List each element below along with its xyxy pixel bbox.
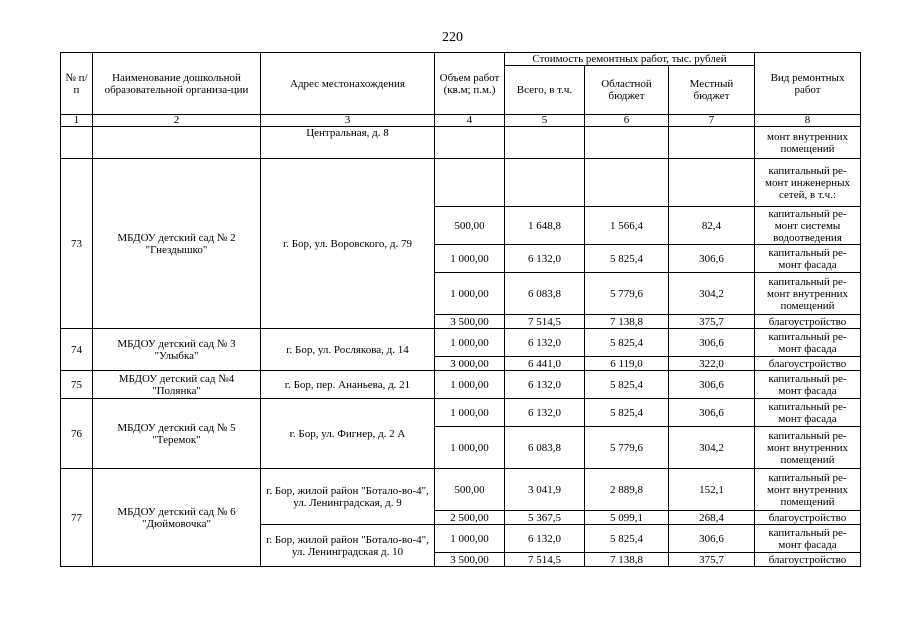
cell-type: благоустройство xyxy=(755,511,861,525)
cell-total: 6 132,0 xyxy=(505,329,585,357)
cell-type: капитальный ре-монт фасада xyxy=(755,245,861,273)
table-header xyxy=(61,53,861,127)
header-cost-group: Стоимость ремонтных работ, тыс. рублей xyxy=(505,53,755,66)
cell-total: 6 083,8 xyxy=(505,273,585,315)
cell-address: г. Бор, пер. Ананьева, д. 21 xyxy=(261,371,435,399)
cell-regional: 2 889,8 xyxy=(585,469,669,511)
column-numbers-row xyxy=(61,115,861,127)
cell-total: 6 441,0 xyxy=(505,357,585,371)
cell-volume: 1 000,00 xyxy=(435,273,505,315)
col-number: 6 xyxy=(585,115,669,127)
cell-local: 306,6 xyxy=(669,329,755,357)
cell-total: 6 132,0 xyxy=(505,399,585,427)
cell-address: г. Бор, ул. Фигнер, д. 2 А xyxy=(261,399,435,469)
cell-volume: 500,00 xyxy=(435,469,505,511)
cell-type: капитальный ре-монт системы водоотведения xyxy=(755,207,861,245)
cell-local: 306,6 xyxy=(669,245,755,273)
cell-type: благоустройство xyxy=(755,553,861,567)
cell-type: капитальный ре-монт фасада xyxy=(755,399,861,427)
table-row xyxy=(61,127,861,159)
cell-volume: 3 500,00 xyxy=(435,553,505,567)
cell-volume: 1 000,00 xyxy=(435,525,505,553)
cell-regional: 5 825,4 xyxy=(585,245,669,273)
cell-regional: 5 825,4 xyxy=(585,399,669,427)
cell-address: Центральная, д. 8 xyxy=(261,127,435,159)
cell-address: г. Бор, жилой район "Ботало-во-4", ул. Ленинградская д. 10 xyxy=(261,525,435,567)
cell-no: 76 xyxy=(61,399,93,469)
cell-address: г. Бор, жилой район "Ботало-во-4", ул. Ленинградская, д. 9 xyxy=(261,469,435,525)
table-row xyxy=(61,469,861,511)
cell-local: 306,6 xyxy=(669,371,755,399)
header-volume: Объем работ (кв.м; п.м.) xyxy=(435,53,505,115)
cell-local: 306,6 xyxy=(669,399,755,427)
col-number: 1 xyxy=(61,115,93,127)
cell-total: 1 648,8 xyxy=(505,207,585,245)
col-number: 2 xyxy=(93,115,261,127)
col-number: 5 xyxy=(505,115,585,127)
cell-volume: 500,00 xyxy=(435,207,505,245)
cell-total: 6 132,0 xyxy=(505,371,585,399)
header-local: Местный бюджет xyxy=(669,66,755,115)
cell-type: капитальный ре-монт фасада xyxy=(755,329,861,357)
col-number: 7 xyxy=(669,115,755,127)
cell-type: благоустройство xyxy=(755,357,861,371)
cell-total: 6 083,8 xyxy=(505,427,585,469)
cell-local: 268,4 xyxy=(669,511,755,525)
cell-type: капитальный ре-монт внутренних помещений xyxy=(755,273,861,315)
cell-total: 6 132,0 xyxy=(505,245,585,273)
table-row xyxy=(61,159,861,207)
cell-volume: 3 500,00 xyxy=(435,315,505,329)
cell-no: 74 xyxy=(61,329,93,371)
header-type: Вид ремонтных работ xyxy=(755,53,861,115)
cell-regional: 5 825,4 xyxy=(585,525,669,553)
cell-local: 152,1 xyxy=(669,469,755,511)
cell-volume: 1 000,00 xyxy=(435,427,505,469)
cell-name: МБДОУ детский сад № 6 "Дюймовочка" xyxy=(93,469,261,567)
header-no: № п/п xyxy=(61,53,93,115)
repair-works-table xyxy=(60,52,861,567)
cell-regional: 5 779,6 xyxy=(585,427,669,469)
header-regional: Областной бюджет xyxy=(585,66,669,115)
cell-type: капитальный ре-монт фасада xyxy=(755,371,861,399)
table-row xyxy=(61,371,861,399)
cell-type: капитальный ре-монт внутренних помещений xyxy=(755,427,861,469)
col-number: 3 xyxy=(261,115,435,127)
cell-regional: 5 825,4 xyxy=(585,329,669,357)
cell-no: 75 xyxy=(61,371,93,399)
cell-no: 77 xyxy=(61,469,93,567)
cell-regional: 5 099,1 xyxy=(585,511,669,525)
cell-name: МБДОУ детский сад № 5 "Теремок" xyxy=(93,399,261,469)
cell-volume: 2 500,00 xyxy=(435,511,505,525)
cell-regional: 6 119,0 xyxy=(585,357,669,371)
cell-type: капитальный ре-монт инженерных сетей, в т.ч.: xyxy=(755,159,861,207)
table-row xyxy=(61,399,861,427)
cell-total: 7 514,5 xyxy=(505,315,585,329)
cell-type: капитальный ре-монт фасада xyxy=(755,525,861,553)
cell-name: МБДОУ детский сад №4 "Полянка" xyxy=(93,371,261,399)
header-total: Всего, в т.ч. xyxy=(505,66,585,115)
cell-volume: 1 000,00 xyxy=(435,245,505,273)
cell-type: монт внутренних помещений xyxy=(755,127,861,159)
cell-no: 73 xyxy=(61,159,93,329)
header-address: Адрес местонахождения xyxy=(261,53,435,115)
cell-volume: 1 000,00 xyxy=(435,329,505,357)
col-number: 8 xyxy=(755,115,861,127)
cell-local: 322,0 xyxy=(669,357,755,371)
cell-local: 375,7 xyxy=(669,315,755,329)
cell-type: капитальный ре-монт внутренних помещений xyxy=(755,469,861,511)
cell-name: МБДОУ детский сад № 3 "Улыбка" xyxy=(93,329,261,371)
cell-address: г. Бор, ул. Рослякова, д. 14 xyxy=(261,329,435,371)
cell-address: г. Бор, ул. Воровского, д. 79 xyxy=(261,159,435,329)
header-name: Наименование дошкольной образовательной организа-ции xyxy=(93,53,261,115)
cell-local: 82,4 xyxy=(669,207,755,245)
cell-regional: 5 825,4 xyxy=(585,371,669,399)
cell-local: 306,6 xyxy=(669,525,755,553)
page-number: 220 xyxy=(442,30,463,45)
cell-regional: 1 566,4 xyxy=(585,207,669,245)
cell-total: 7 514,5 xyxy=(505,553,585,567)
cell-regional: 7 138,8 xyxy=(585,315,669,329)
cell-local: 375,7 xyxy=(669,553,755,567)
cell-volume: 1 000,00 xyxy=(435,399,505,427)
cell-type: благоустройство xyxy=(755,315,861,329)
cell-local: 304,2 xyxy=(669,273,755,315)
cell-regional: 7 138,8 xyxy=(585,553,669,567)
cell-total: 3 041,9 xyxy=(505,469,585,511)
cell-volume: 3 000,00 xyxy=(435,357,505,371)
col-number: 4 xyxy=(435,115,505,127)
cell-total: 6 132,0 xyxy=(505,525,585,553)
cell-volume: 1 000,00 xyxy=(435,371,505,399)
cell-name: МБДОУ детский сад № 2 "Гнездышко" xyxy=(93,159,261,329)
cell-local: 304,2 xyxy=(669,427,755,469)
cell-total: 5 367,5 xyxy=(505,511,585,525)
table-row xyxy=(61,329,861,357)
cell-regional: 5 779,6 xyxy=(585,273,669,315)
